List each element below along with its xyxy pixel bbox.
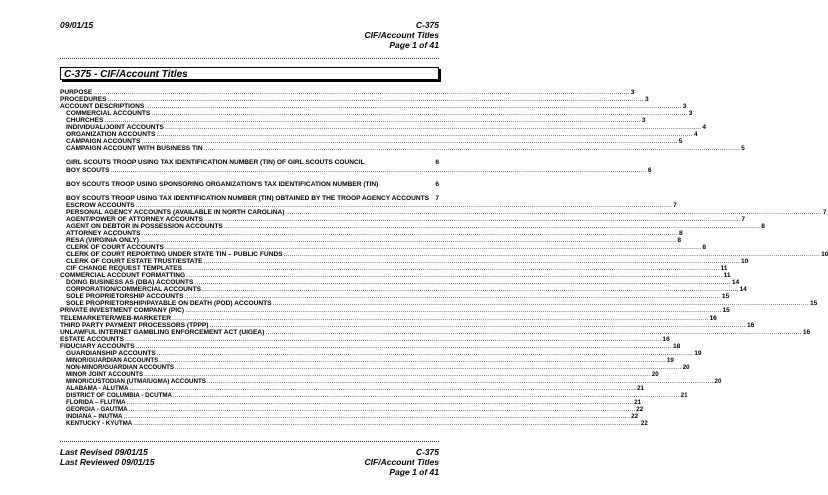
toc-entry[interactable] — [60, 174, 439, 188]
toc-entry-label: TELEMARKETER/WEB-MARKETER — [60, 314, 171, 322]
toc-entry[interactable] — [60, 272, 731, 280]
footer-revised: Last Revised 09/01/15 — [60, 447, 148, 457]
toc-leader-dots — [159, 357, 666, 364]
toc-leader-dots — [127, 399, 634, 406]
toc-entry-label: ESTATE ACCOUNTS — [60, 335, 124, 343]
footer-divider — [60, 441, 439, 442]
toc-entry[interactable] — [60, 321, 755, 329]
toc-entry-page: 16 — [802, 328, 811, 336]
toc-entry-page: 7 — [822, 208, 827, 216]
toc-entry[interactable] — [60, 124, 707, 132]
toc-entry[interactable] — [60, 258, 749, 266]
toc-entry-label: CHURCHES — [66, 117, 104, 125]
toc-entry-page: 20 — [682, 363, 690, 371]
toc-entry-page: 8 — [678, 229, 683, 237]
toc-leader-dots — [186, 272, 722, 279]
toc-entry-page: 5 — [678, 138, 683, 146]
toc-leader-dots — [93, 89, 629, 96]
toc-entry-label: INDIANA – INUTMA — [66, 413, 123, 421]
toc-leader-dots — [108, 96, 644, 103]
table-of-contents — [60, 89, 828, 428]
toc-leader-dots — [165, 124, 701, 131]
toc-entry-page: 7 — [741, 215, 745, 223]
toc-entry-label: INDIVIDUAL/JOINT ACCOUNTS — [66, 124, 164, 132]
toc-entry[interactable] — [60, 399, 642, 407]
toc-leader-dots — [140, 237, 676, 244]
toc-entry[interactable] — [60, 89, 635, 96]
toc-entry-label: AGENT ON DEBTOR IN POSSESSION ACCOUNTS — [66, 222, 223, 230]
toc-entry-label: RESA (VIRGINIA ONLY) — [66, 236, 139, 244]
toc-entry[interactable] — [60, 117, 646, 125]
toc-entry-label: GEORGIA - GAUTMA — [66, 406, 128, 414]
toc-leader-dots — [110, 167, 646, 174]
toc-entry-label: PERSONAL AGENCY ACCOUNTS (AVAILABLE IN NORTH CAROLINA) — [66, 208, 285, 216]
toc-leader-dots — [129, 385, 636, 392]
toc-entry-page: 3 — [644, 96, 649, 104]
toc-entry[interactable] — [60, 356, 674, 364]
toc-leader-dots — [133, 420, 640, 427]
toc-leader-dots — [124, 413, 631, 420]
toc-entry-page: 21 — [680, 392, 688, 400]
toc-entry-label: CAMPAIGN ACCOUNTS — [66, 138, 141, 146]
header-page: Page 1 of 41 — [389, 40, 439, 50]
toc-entry-page: 21 — [634, 399, 642, 407]
toc-entry-page: 22 — [636, 406, 644, 414]
toc-entry-label: CIF CHANGE REQUEST TEMPLATES — [66, 265, 183, 273]
toc-leader-dots — [224, 223, 760, 230]
footer-subtitle: CIF/Account Titles — [364, 457, 439, 467]
toc-entry-label: CAMPAIGN ACCOUNT WITH BUSINESS TIN — [66, 145, 203, 153]
toc-entry-label: AGENT/POWER OF ATTORNEY ACCOUNTS — [66, 215, 203, 223]
toc-entry-label: NON-MINOR/GUARDIAN ACCOUNTS — [66, 363, 175, 371]
toc-leader-dots — [185, 307, 721, 314]
footer-page: Page 1 of 41 — [389, 467, 439, 477]
toc-entry[interactable] — [60, 222, 765, 230]
toc-entry-page: 8 — [677, 236, 682, 244]
toc-entry-page: 7 — [673, 201, 677, 209]
toc-entry[interactable] — [60, 279, 740, 287]
toc-entry[interactable] — [60, 342, 681, 350]
toc-entry-page: 22 — [640, 420, 648, 428]
toc-entry-page: 6 — [647, 166, 652, 174]
toc-entry[interactable] — [60, 229, 683, 237]
toc-entry-page: 16 — [662, 335, 670, 343]
toc-entry-label: BOY SCOUTS TROOP USING SPONSORING ORGANIZATION'S TAX IDENTIFICATION NUMBER (TIN) — [66, 180, 379, 188]
toc-entry-page: 19 — [694, 349, 702, 357]
toc-entry-page: 11 — [720, 265, 728, 273]
toc-entry-page: 8 — [702, 244, 707, 252]
toc-entry-label: THIRD PARTY PAYMENT PROCESSORS (TPPP) — [60, 321, 209, 329]
toc-entry[interactable] — [60, 300, 818, 308]
toc-entry-page: 15 — [809, 300, 818, 308]
toc-entry-page: 19 — [666, 356, 674, 364]
toc-entry[interactable] — [60, 244, 707, 252]
toc-entry-label: CLERK OF COURT ESTATE TRUST/ESTATE — [66, 258, 203, 266]
toc-entry[interactable] — [60, 314, 717, 322]
toc-entry[interactable] — [60, 328, 811, 336]
toc-entry[interactable] — [60, 392, 688, 400]
toc-entry-label: SOLE PROPRIETORSHIP/PAYABLE ON DEATH (POD) ACCOUNTS — [66, 300, 272, 308]
toc-entry-label: MINOR/CUSTODIAN (UTMA/UGMA) ACCOUNTS — [66, 377, 206, 385]
toc-leader-dots — [156, 131, 692, 138]
toc-entry[interactable] — [60, 293, 730, 301]
toc-leader-dots — [194, 279, 730, 286]
toc-leader-dots — [151, 110, 687, 117]
footer-code: C-375 — [415, 447, 439, 457]
toc-leader-dots — [157, 350, 693, 357]
toc-entry[interactable] — [60, 131, 698, 139]
toc-entry-label: ALABAMA - ALUTMA — [66, 384, 129, 392]
toc-entry[interactable] — [60, 335, 670, 343]
toc-entry-label: ACCOUNT DESCRIPTIONS — [60, 103, 145, 111]
toc-entry-page: 10 — [821, 251, 828, 259]
toc-entry-label: ORGANIZATION ACCOUNTS — [66, 131, 156, 139]
toc-entry-page: 22 — [631, 413, 639, 421]
toc-entry[interactable] — [60, 307, 730, 315]
toc-entry-label: PRIVATE INVESTMENT COMPANY (PIC) — [60, 307, 185, 315]
toc-entry-label: FIDUCIARY ACCOUNTS — [60, 342, 135, 350]
toc-entry-label: PURPOSE — [60, 89, 93, 96]
toc-entry-label: MINOR JOINT ACCOUNTS — [66, 370, 144, 378]
toc-leader-dots — [144, 371, 651, 378]
toc-entry-label: MINOR/GUARDIAN ACCOUNTS — [66, 356, 159, 364]
toc-entry-label: GUARDIANSHIP ACCOUNTS — [66, 349, 156, 357]
toc-entry-page: 14 — [739, 286, 747, 294]
toc-leader-dots — [141, 138, 677, 145]
toc-leader-dots — [273, 300, 809, 307]
toc-entry-page: 8 — [761, 222, 765, 230]
toc-entry-page: 15 — [722, 307, 730, 315]
toc-entry[interactable] — [60, 349, 702, 357]
toc-entry[interactable] — [60, 406, 644, 414]
toc-entry-label: COMMERCIAL ACCOUNTS — [66, 110, 151, 118]
toc-entry-page: 16 — [709, 314, 717, 322]
toc-entry[interactable] — [60, 215, 745, 223]
toc-entry[interactable] — [60, 377, 722, 385]
toc-entry-label: DISTRICT OF COLUMBIA - DCUTMA — [66, 392, 172, 400]
toc-entry[interactable] — [60, 166, 652, 174]
toc-entry-label: UNLAWFUL INTERNET GAMBLING ENFORCEMENT ACT (UIGEA) — [60, 328, 265, 336]
toc-entry-page: 7 — [435, 194, 439, 202]
toc-leader-dots — [125, 336, 661, 343]
toc-entry-page: 6 — [435, 180, 439, 188]
toc-leader-dots — [284, 251, 820, 258]
toc-entry-label: ATTORNEY ACCOUNTS — [66, 229, 141, 237]
toc-entry-page: 21 — [637, 384, 644, 392]
toc-entry[interactable] — [60, 152, 439, 166]
toc-entry-page: 3 — [688, 110, 693, 118]
toc-entry-page: 14 — [731, 279, 740, 287]
toc-entry[interactable] — [60, 413, 639, 421]
toc-leader-dots — [172, 315, 708, 322]
toc-entry-page: 4 — [702, 124, 707, 132]
toc-entry-page: 18 — [672, 342, 681, 350]
header-date: 09/01/15 — [60, 20, 94, 30]
toc-leader-dots — [184, 293, 720, 300]
toc-entry[interactable] — [60, 265, 728, 273]
toc-leader-dots — [142, 230, 678, 237]
document-title: C-375 - CIF/Account Titles — [60, 67, 439, 80]
toc-entry[interactable] — [60, 384, 644, 392]
toc-entry-label: CLERK OF COURT REPORTING UNDER STATE TIN – PUBLIC FUNDS — [66, 251, 283, 259]
toc-leader-dots — [145, 103, 681, 110]
toc-leader-dots — [175, 364, 682, 371]
toc-leader-dots — [173, 392, 680, 399]
toc-entry[interactable] — [60, 236, 682, 244]
toc-entry[interactable] — [60, 208, 827, 216]
footer-reviewed: Last Reviewed 09/01/15 — [60, 457, 155, 467]
toc-entry[interactable] — [60, 188, 439, 202]
toc-entry-label: DOING BUSINESS AS (DBA) ACCOUNTS — [66, 279, 194, 287]
toc-entry-label: ESCROW ACCOUNTS — [66, 201, 135, 209]
toc-entry[interactable] — [60, 201, 677, 209]
toc-entry[interactable] — [60, 370, 659, 378]
toc-entry-label: PROCEDURES — [60, 96, 107, 104]
toc-entry-label: CORPORATION/COMMERCIAL ACCOUNTS — [66, 286, 202, 294]
toc-entry-label: BOY SCOUTS — [66, 166, 110, 174]
toc-entry-label: SOLE PROPRIETORSHIP ACCOUNTS — [66, 293, 184, 301]
toc-entry-label: COMMERCIAL ACCOUNT FORMATTING — [60, 272, 186, 280]
toc-entry-page: 4 — [693, 131, 698, 139]
header-code: C-375 — [415, 20, 439, 30]
header-right — [365, 20, 439, 50]
toc-leader-dots — [165, 244, 701, 251]
toc-entry-page: 10 — [740, 258, 749, 266]
toc-entry-label: FLORIDA – FLUTMA — [66, 399, 126, 407]
toc-entry-page: 3 — [682, 103, 687, 111]
toc-entry[interactable] — [60, 363, 690, 371]
toc-entry-page: 20 — [651, 370, 659, 378]
toc-leader-dots — [183, 265, 719, 272]
toc-entry[interactable] — [60, 145, 745, 153]
toc-entry[interactable] — [60, 420, 648, 428]
toc-entry-page: 20 — [714, 377, 722, 385]
toc-entry[interactable] — [60, 96, 649, 104]
toc-entry-page: 5 — [741, 145, 745, 153]
toc-entry-page: 16 — [746, 321, 755, 329]
toc-leader-dots — [136, 202, 672, 209]
toc-entry-page: 6 — [435, 159, 439, 167]
toc-entry-label: BOY SCOUTS TROOP USING TAX IDENTIFICATION NUMBER (TIN) OBTAINED BY THE TROOP AGENCY ACCOUNTS — [66, 194, 430, 202]
toc-leader-dots — [207, 378, 714, 385]
footer-right — [365, 447, 439, 477]
toc-leader-dots — [285, 209, 821, 216]
toc-entry-page: 15 — [721, 293, 730, 301]
toc-entry-label: GIRL SCOUTS TROOP USING TAX IDENTIFICATION NUMBER (TIN) OF GIRL SCOUTS COUNCIL — [66, 159, 365, 167]
toc-entry-label: CLERK OF COURT ACCOUNTS — [66, 244, 164, 252]
toc-entry[interactable] — [60, 138, 683, 146]
toc-entry[interactable] — [60, 251, 828, 259]
toc-entry[interactable] — [60, 110, 693, 118]
toc-entry-page: 3 — [641, 117, 646, 125]
toc-entry[interactable] — [60, 286, 747, 294]
toc-leader-dots — [204, 258, 740, 265]
toc-entry-label: KENTUCKY - KYUTMA — [66, 420, 133, 428]
toc-entry[interactable] — [60, 103, 687, 111]
footer-left — [60, 447, 155, 467]
toc-leader-dots — [129, 406, 636, 413]
toc-leader-dots — [136, 343, 672, 350]
page-header — [0, 20, 495, 60]
header-divider — [60, 58, 439, 59]
header-subtitle: CIF/Account Titles — [364, 30, 439, 40]
toc-entry-page: 11 — [723, 272, 731, 280]
toc-leader-dots — [210, 322, 746, 329]
toc-leader-dots — [204, 145, 740, 152]
toc-leader-dots — [265, 329, 801, 336]
toc-leader-dots — [204, 216, 740, 223]
toc-entry-page: 3 — [630, 89, 635, 96]
toc-leader-dots — [202, 286, 738, 293]
toc-leader-dots — [104, 117, 640, 124]
